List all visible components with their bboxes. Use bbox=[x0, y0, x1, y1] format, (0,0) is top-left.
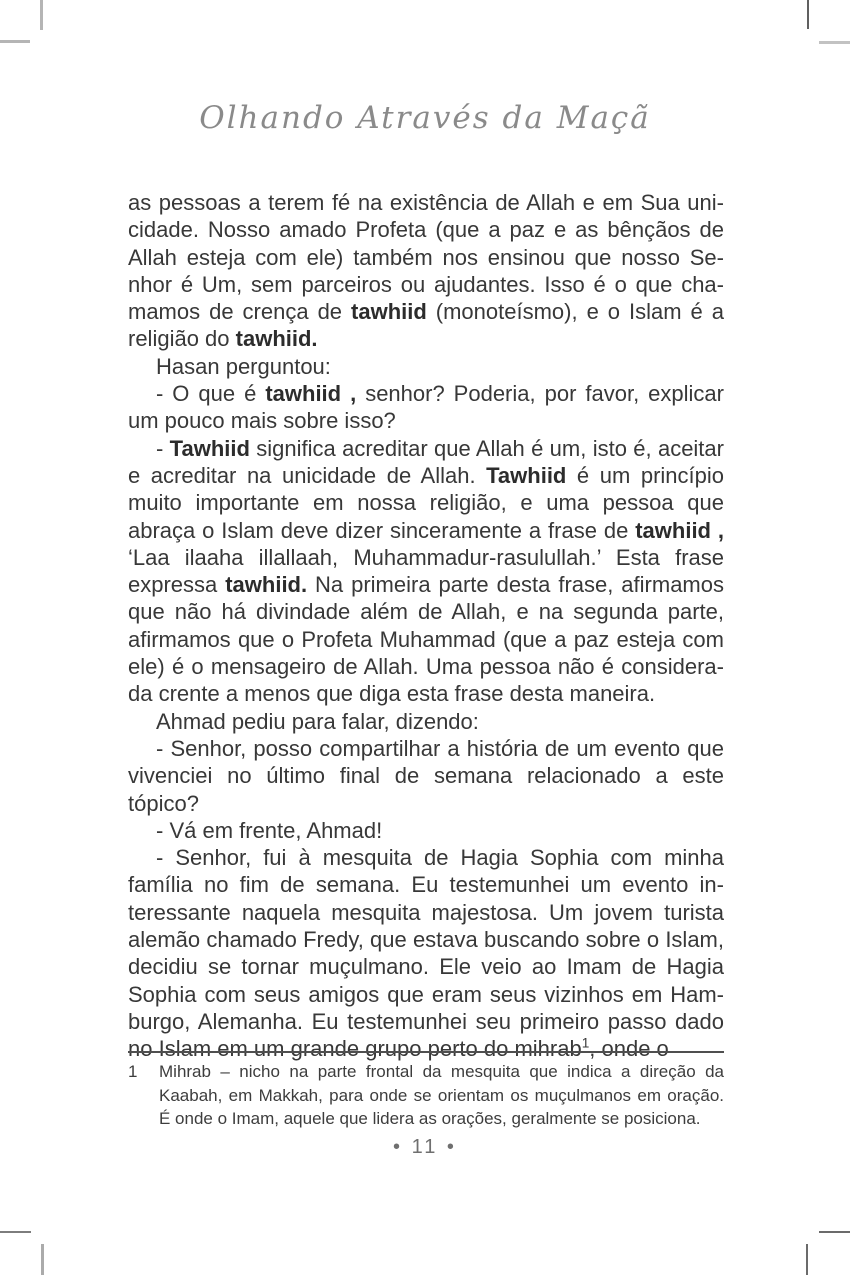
crop-mark-bottom-left-vertical bbox=[41, 1244, 44, 1275]
footnote-reference: 1 bbox=[581, 1035, 590, 1051]
paragraph: - Vá em frente, Ahmad! bbox=[156, 817, 383, 843]
paragraph: - Tawhiid significa acreditar que Allah é um, isto é, aceitar e acreditar na unicidade de Allah. Tawhiid é um princípio muito importante em nossa religião, e uma pessoa que abraça o Islam deve dizer sinceramente a frase de tawhiid , ‘Laa ilaaha illallaah, Muhammadur-rasulullah.’ Esta frase expressa tawhiid. Na primeira parte desta frase, afirmamos que não há divindade além de Allah, e na segunda parte, afirmamos que o Profeta Muhammad (que a paz esteja com ele) é o mensageiro de Allah. Uma pessoa não é considerada crente a menos que diga esta frase desta maneira. bbox=[128, 435, 725, 707]
footnote-marker: 1 bbox=[128, 1062, 138, 1081]
crop-mark-top-right-vertical bbox=[807, 0, 809, 29]
paragraph: - O que é tawhiid , senhor? Poderia, por favor, explicar um pouco mais sobre isso? bbox=[128, 381, 724, 434]
crop-mark-bottom-right-vertical bbox=[806, 1244, 808, 1275]
paragraph: - Senhor, fui à mesquita de Hagia Sophia com minha família no fim de semana. Eu testemunhei um evento interessante naquela mesquita majestosa. Um jovem turista alemão chamado Fredy, que estava buscando sobre o Islam, decidiu se tornar muçulmano. Ele veio ao Imam de Hagia Sophia com seus amigos que eram seus vizinhos em Hamburgo, Alemanha. Eu testemunhei seu primeiro passo dado no Islam em um grande grupo perto do mihrab$^1$, onde o bbox=[128, 845, 724, 1062]
running-head-book-title: Olhando Através da Maçã bbox=[199, 100, 651, 136]
page-number: • 11 • bbox=[393, 1136, 457, 1158]
footnote bbox=[128, 1060, 724, 1131]
crop-mark-top-right-horizontal bbox=[819, 41, 850, 44]
body-text bbox=[128, 189, 724, 1063]
paragraph: Hasan perguntou: bbox=[156, 353, 331, 379]
footnote-rule bbox=[128, 1051, 724, 1053]
footnote-block bbox=[128, 1051, 724, 1131]
paragraph: Ahmad pediu para falar, dizendo: bbox=[156, 708, 479, 734]
crop-mark-bottom-left-horizontal bbox=[0, 1231, 31, 1233]
crop-mark-top-left-horizontal bbox=[0, 40, 30, 43]
crop-mark-top-left-vertical bbox=[40, 0, 43, 30]
crop-mark-bottom-right-horizontal bbox=[819, 1231, 850, 1233]
footnote-text: Mihrab – nicho na parte frontal da mesquita que indica a direção da Kaabah, em Makkah, para onde se orientam os muçulmanos em oração. É onde o Imam, aquele que lidera as orações, geralmente se posiciona. bbox=[159, 1062, 724, 1128]
paragraph: - Senhor, posso compartilhar a história de um evento que vivenciei no último final de semana relacionado a este tópico? bbox=[128, 735, 724, 816]
paragraph: as pessoas a terem fé na existência de Allah e em Sua unicidade. Nosso amado Profeta (que a paz e as bênçãos de Allah esteja com ele) também nos ensinou que nosso Senhor é Um, sem parceiros ou ajudantes. Isso é o que chamamos de crença de tawhiid (monoteísmo), e o Islam é a religião do tawhiid. bbox=[128, 190, 724, 352]
